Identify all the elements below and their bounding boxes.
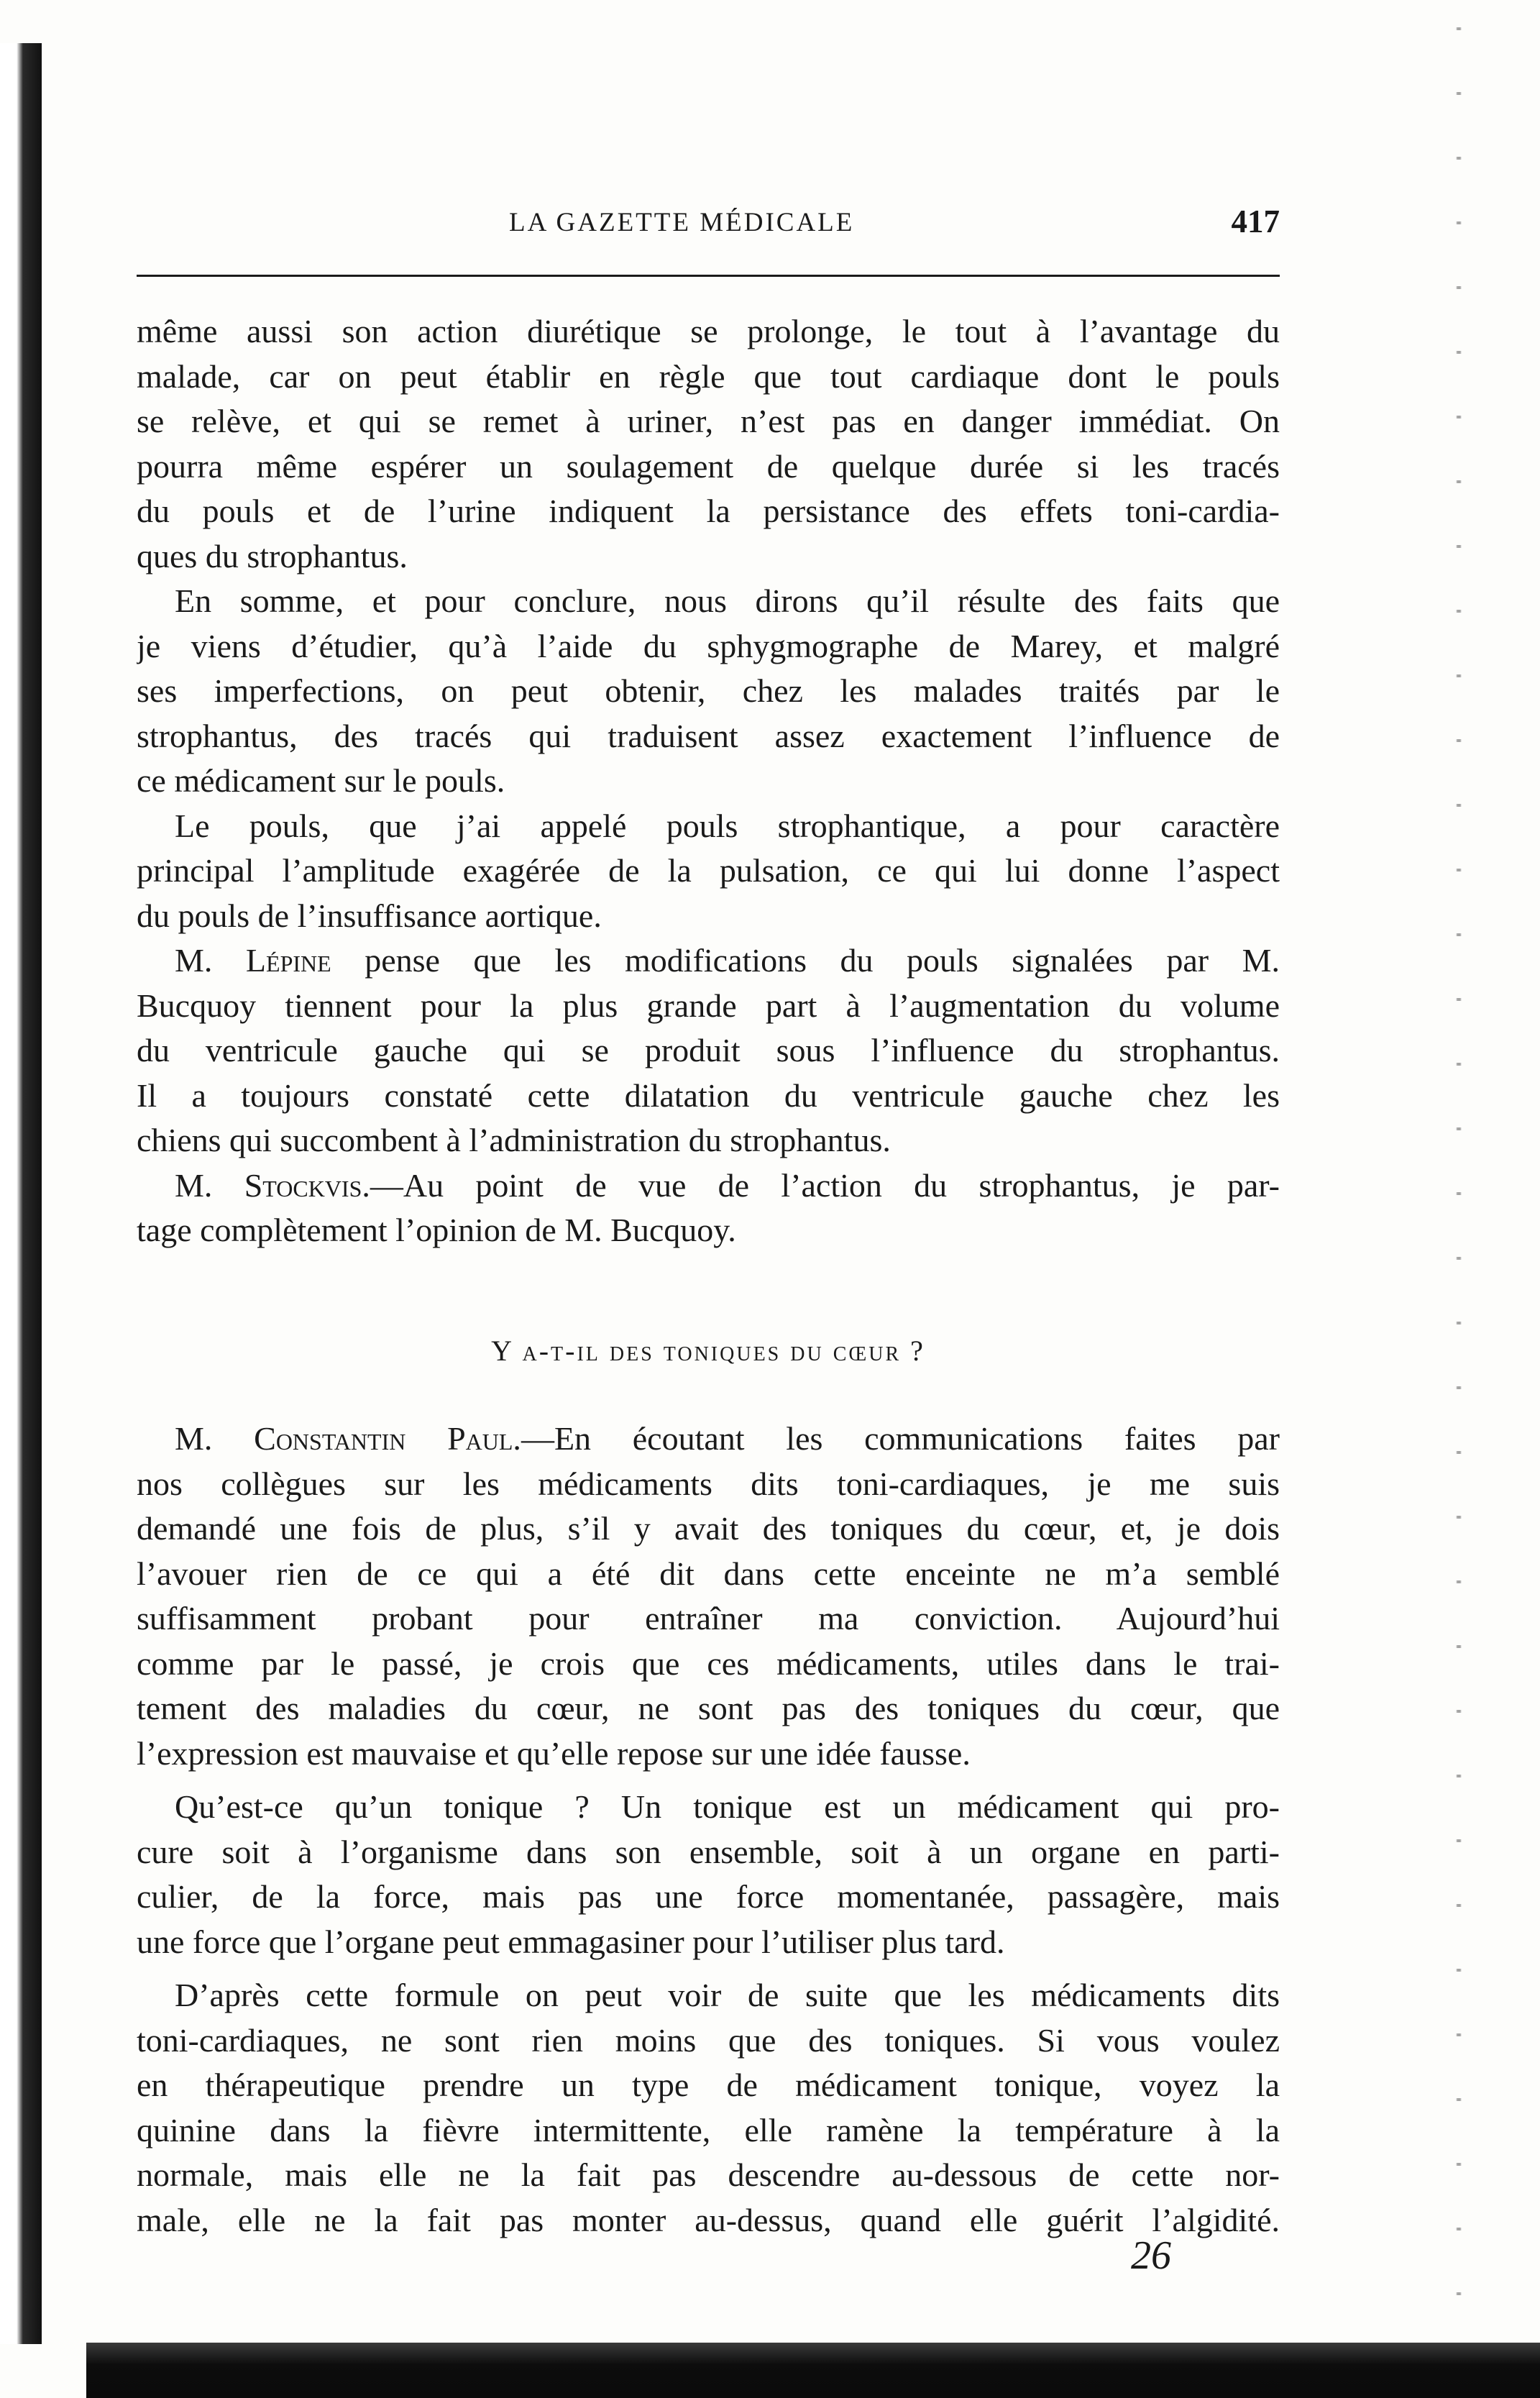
text-line: du pouls et de l’urine indiquent la persistance des effets toni-cardia- bbox=[137, 493, 1280, 529]
speaker-name: Lépine bbox=[245, 942, 331, 979]
text-line: ce médicament sur le pouls. bbox=[137, 762, 505, 799]
text-line: cure soit à l’organisme dans son ensemble, soit à un organe en parti- bbox=[137, 1833, 1280, 1870]
text-line: je viens d’étudier, qu’à l’aide du sphygmographe de Marey, et malgré bbox=[137, 627, 1280, 664]
scan-edge-right bbox=[1427, 0, 1540, 2398]
text-line: culier, de la force, mais pas une force momentanée, passagère, mais bbox=[137, 1878, 1280, 1915]
text-line: suffisamment probant pour entraîner ma conviction. Aujourd’hui bbox=[137, 1600, 1280, 1637]
text-line: toni-cardiaques, ne sont rien moins que des toniques. Si vous voulez bbox=[137, 2021, 1280, 2059]
section-text bbox=[137, 1417, 1280, 2243]
paragraph-gap bbox=[137, 1964, 1280, 1973]
binding-edge bbox=[0, 43, 42, 2344]
speaker-name: Constantin Paul. bbox=[254, 1420, 521, 1457]
speaker-line bbox=[137, 1163, 1280, 1209]
text-line: Bucquoy tiennent pour la plus grande part à l’augmentation du volume bbox=[137, 987, 1280, 1024]
section-heading: Y a-t-il des toniques du cœur ? bbox=[491, 1335, 925, 1367]
text-line: du pouls de l’insuffisance aortique. bbox=[137, 897, 602, 934]
speaker-text: —Au point de vue de l’action du strophantus, je par- bbox=[370, 1166, 1280, 1204]
text-line: du ventricule gauche qui se produit sous l’influence du strophantus. bbox=[137, 1032, 1280, 1068]
body-text bbox=[137, 309, 1280, 1253]
page-number: 417 bbox=[1231, 203, 1280, 239]
paragraph-gap bbox=[137, 1776, 1280, 1785]
text-line: Qu’est-ce qu’un tonique ? Un tonique est un médicament qui pro- bbox=[175, 1788, 1280, 1825]
text-line: D’après cette formule on peut voir de suite que les médicaments dits bbox=[175, 1977, 1280, 2013]
text-line: malade, car on peut établir en règle que tout cardiaque dont le pouls bbox=[137, 357, 1280, 395]
text-line: pourra même espérer un soulagement de quelque durée si les tracés bbox=[137, 447, 1280, 485]
text-line: se relève, et qui se remet à uriner, n’est pas en danger immédiat. On bbox=[137, 403, 1280, 439]
text-line: male, elle ne la fait pas monter au-dessus, quand elle guérit l’algidité. bbox=[137, 2201, 1280, 2238]
text-line: En somme, et pour conclure, nous dirons qu’il résulte des faits que bbox=[175, 582, 1280, 619]
speaker-text: pense que les modifications du pouls signalées par M. bbox=[365, 942, 1280, 979]
text-line: ques du strophantus. bbox=[137, 537, 408, 575]
text-line: tage complètement l’opinion de M. Bucquoy. bbox=[137, 1212, 736, 1248]
text-line: même aussi son action diurétique se prolonge, le tout à l’avantage du bbox=[137, 313, 1280, 349]
text-line: normale, mais elle ne la fait pas descendre au-dessous de cette nor- bbox=[137, 2156, 1280, 2193]
scan-edge-bottom bbox=[86, 2343, 1540, 2398]
signature-mark: 26 bbox=[1131, 2233, 1171, 2278]
text-line: nos collègues sur les médicaments dits toni-cardiaques, je me suis bbox=[137, 1465, 1280, 1502]
speaker-prefix: M. bbox=[175, 1420, 255, 1457]
speaker-prefix: M. bbox=[175, 942, 246, 979]
text-line: en thérapeutique prendre un type de médicament tonique, voyez la bbox=[137, 2067, 1280, 2103]
text-line: demandé une fois de plus, s’il y avait des toniques du cœur, et, je dois bbox=[137, 1510, 1280, 1547]
text-line: principal l’amplitude exagérée de la pulsation, ce qui lui donne l’aspect bbox=[137, 852, 1280, 889]
text-line: chiens qui succombent à l’administration du strophantus. bbox=[137, 1122, 891, 1158]
text-line: quinine dans la fièvre intermittente, elle ramène la température à la bbox=[137, 2111, 1280, 2148]
speaker-name: Stockvis. bbox=[244, 1166, 370, 1204]
speaker-line bbox=[137, 1417, 1280, 1462]
speaker-line bbox=[137, 938, 1280, 984]
text-line: une force que l’organe peut emmagasiner pour l’utiliser plus tard. bbox=[137, 1923, 1005, 1960]
text-line: ses imperfections, on peut obtenir, chez les malades traités par le bbox=[137, 672, 1280, 709]
speaker-text: —En écoutant les communications faites par bbox=[521, 1420, 1280, 1457]
header-rule bbox=[137, 275, 1280, 277]
speaker-prefix: M. bbox=[175, 1166, 244, 1204]
text-line: l’expression est mauvaise et qu’elle repose sur une idée fausse. bbox=[137, 1734, 971, 1772]
text-line: Le pouls, que j’ai appelé pouls strophantique, a pour caractère bbox=[175, 807, 1280, 844]
running-head bbox=[137, 203, 1280, 246]
journal-title: LA GAZETTE MÉDICALE bbox=[509, 208, 855, 237]
text-line: comme par le passé, je crois que ces médicaments, utiles dans le trai- bbox=[137, 1644, 1280, 1682]
text-line: l’avouer rien de ce qui a été dit dans cette enceinte ne m’a semblé bbox=[137, 1555, 1280, 1592]
text-line: tement des maladies du cœur, ne sont pas des toniques du cœur, que bbox=[137, 1690, 1280, 1726]
text-line: strophantus, des tracés qui traduisent assez exactement l’influence de bbox=[137, 717, 1280, 754]
text-line: Il a toujours constaté cette dilatation du ventricule gauche chez les bbox=[137, 1076, 1280, 1114]
